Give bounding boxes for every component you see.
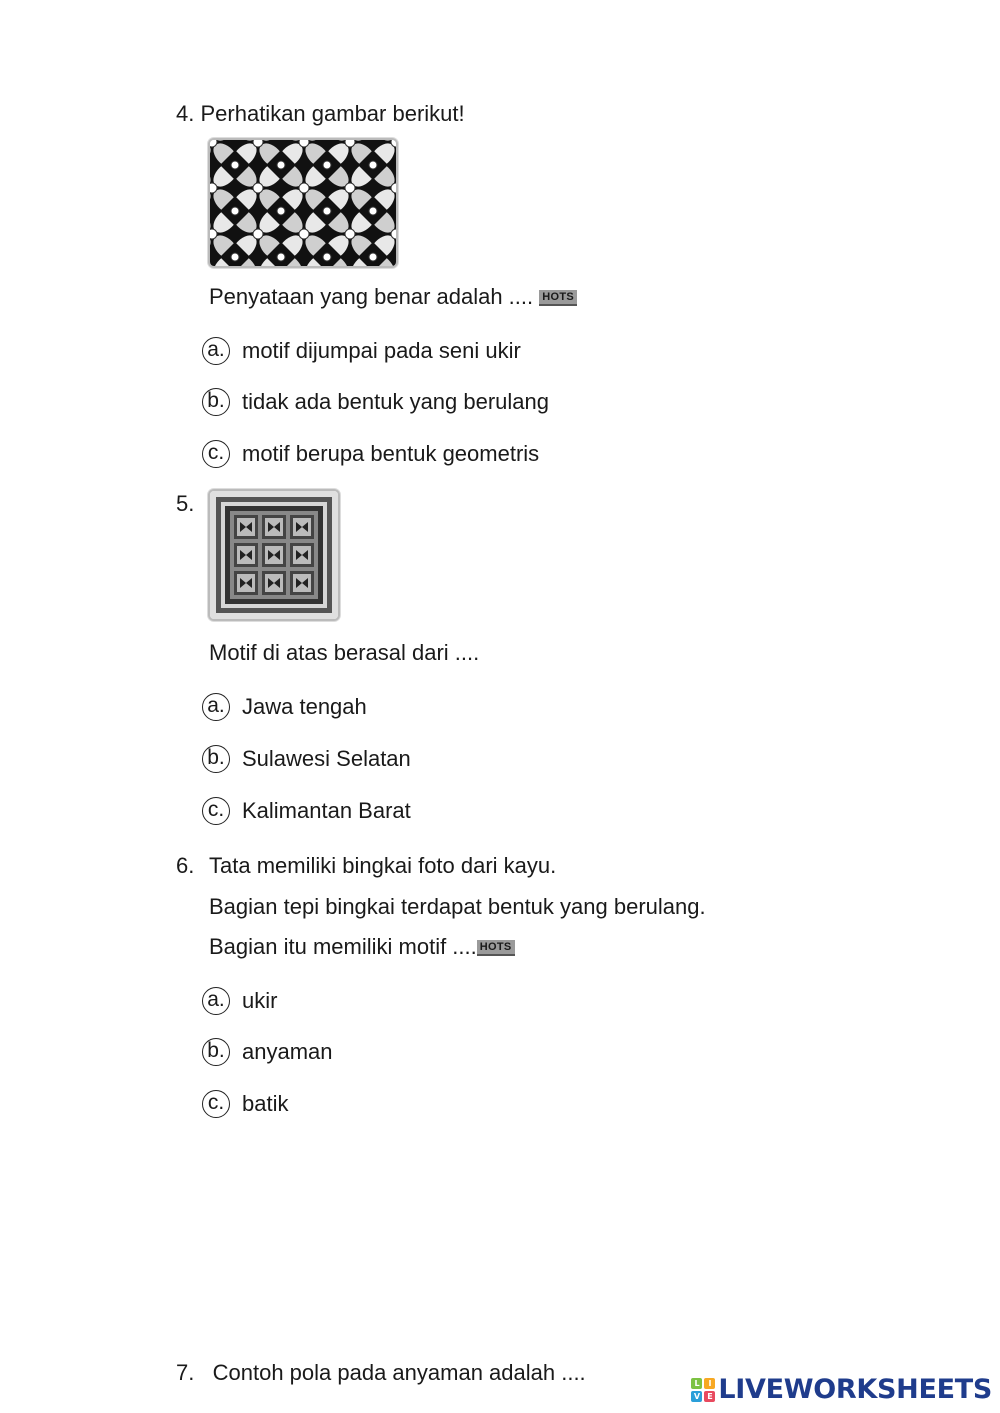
option-text: anyaman [242,1039,333,1064]
question-7-header [176,1360,586,1386]
liveworksheets-logo [691,1374,992,1405]
option-letter-circle: b. [202,388,230,416]
option-text: motif berupa bentuk geometris [242,441,540,466]
question-4-header [176,101,465,127]
option-letter-circle: b. [202,1038,230,1066]
option-letter-circle: c. [202,1090,230,1118]
question-5-option-a[interactable] [202,690,367,724]
question-5-number: 5. [176,491,195,516]
batik-kawung-motif-image [208,138,398,268]
woven-square-motif-image [208,489,340,621]
question-4-option-b[interactable] [202,385,549,419]
option-letter-circle: a. [202,693,230,721]
option-text: Jawa tengah [242,694,367,719]
option-letter-circle: a. [202,987,230,1015]
question-6-line-3 [209,934,515,960]
question-6-line-3-text: Bagian itu memiliki motif .... [209,934,477,959]
option-letter-circle: a. [202,337,230,365]
option-letter-circle: b. [202,745,230,773]
option-text: ukir [242,988,278,1013]
question-7-number: 7. [176,1360,195,1385]
question-6-line-2: Bagian tepi bingkai terdapat bentuk yang berulang. [209,894,706,919]
question-4-option-c[interactable] [202,437,539,471]
logo-tile: V [691,1391,702,1402]
liveworksheets-logo-icon [691,1378,715,1402]
question-6-option-c[interactable] [202,1087,288,1121]
question-5-option-b[interactable] [202,742,411,776]
question-5-option-c[interactable] [202,794,411,828]
hots-badge: HOTS [477,940,515,956]
logo-tile: I [704,1378,715,1389]
question-6-option-a[interactable] [202,984,277,1018]
question-4-prompt: Perhatikan gambar berikut! [200,101,465,126]
question-5-stem: Motif di atas berasal dari .... [209,640,480,665]
question-6-line-1: Tata memiliki bingkai foto dari kayu. [209,853,557,878]
question-6-number: 6. [176,853,195,878]
question-4-number: 4. [176,101,195,126]
option-text: Kalimantan Barat [242,798,411,823]
question-7-prompt: Contoh pola pada anyaman adalah .... [212,1360,586,1385]
option-text: batik [242,1091,289,1116]
question-4-stem-text: Penyataan yang benar adalah .... [209,284,534,309]
hots-badge: HOTS [539,290,577,306]
brand-name: LIVEWORKSHEETS [718,1374,992,1405]
option-text: motif dijumpai pada seni ukir [242,338,521,363]
option-letter-circle: c. [202,440,230,468]
question-4-option-a[interactable] [202,334,521,368]
option-text: tidak ada bentuk yang berulang [242,389,550,414]
option-text: Sulawesi Selatan [242,746,411,771]
logo-tile: E [704,1391,715,1402]
logo-tile: L [691,1378,702,1389]
question-6-option-b[interactable] [202,1035,333,1069]
option-letter-circle: c. [202,797,230,825]
question-4-stem [209,284,577,310]
